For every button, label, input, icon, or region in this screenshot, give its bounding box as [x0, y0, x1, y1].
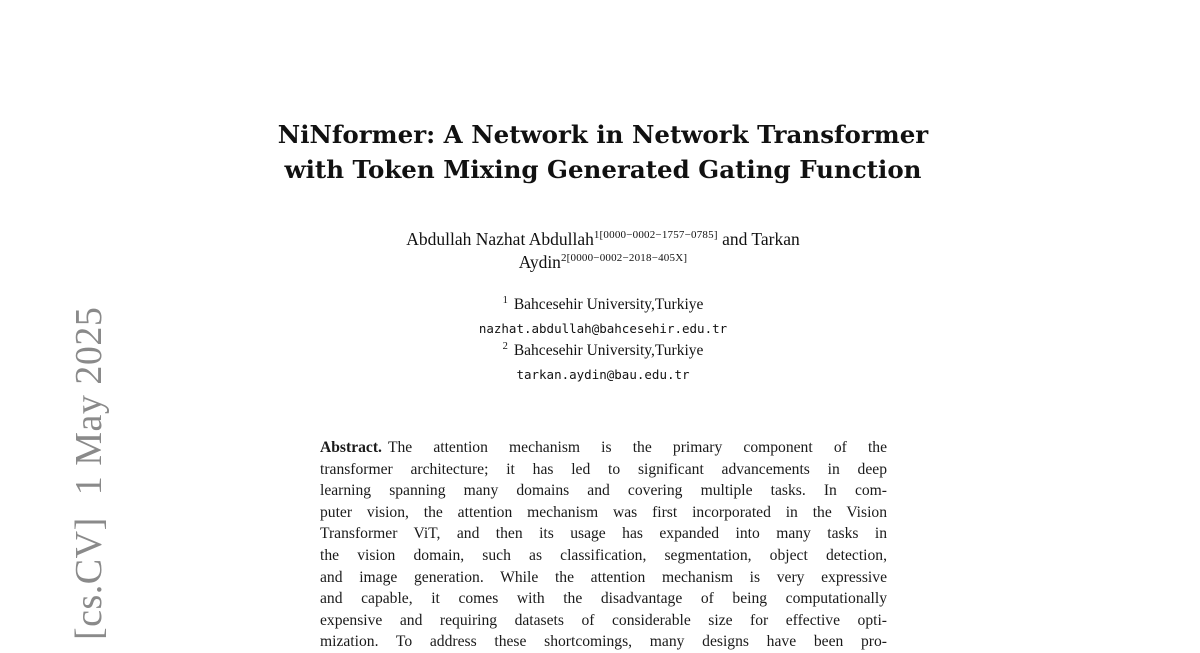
affiliations: [250, 294, 956, 386]
paper-title-line-2: with Token Mixing Generated Gating Function: [284, 155, 922, 184]
author-conjunction: and Tarkan: [717, 229, 800, 249]
author-2-name: Aydin: [518, 252, 561, 272]
abstract: [320, 437, 887, 653]
abstract-line-7: and image generation. While the attention mechanism is very expressive: [320, 568, 887, 586]
author-list: [250, 229, 956, 275]
affiliation-1: [250, 294, 956, 318]
abstract-line-8: and capable, it comes with the disadvantage of being computationally: [320, 590, 887, 608]
author-line-2: [250, 252, 956, 275]
abstract-heading: Abstract.: [320, 439, 382, 456]
arxiv-category: [cs.CV]: [68, 517, 110, 640]
abstract-line-9: expensive and requiring datasets of considerable size for effective opti-: [320, 611, 887, 629]
author-2-orcid: 2[0000−0002−2018−405X]: [560, 252, 688, 264]
paper-title-line-1: NiNformer: A Network in Network Transformer: [277, 120, 929, 149]
abstract-line: [320, 437, 887, 459]
abstract-line-2: transformer architecture; it has led to significant advancements in deep: [320, 460, 887, 478]
arxiv-side-stamp: [28, 0, 110, 648]
abstract-line-1: The attention mechanism is the primary component of the: [387, 439, 887, 456]
abstract-line-4: puter vision, the attention mechanism was first incorporated in the Vision: [320, 503, 887, 521]
affiliation-1-name: Bahcesehir University,Turkiye: [513, 296, 704, 313]
affiliation-2: [250, 340, 956, 364]
author-line-1: [250, 229, 956, 252]
affiliation-2-number: 2: [502, 341, 508, 352]
abstract-line-10: mization. To address these shortcomings, many designs have been pro-: [320, 633, 887, 651]
author-1-name: Abdullah Nazhat Abdullah: [406, 229, 594, 249]
abstract-line-6: the vision domain, such as classification, segmentation, object detection,: [320, 546, 887, 564]
affiliation-1-email[interactable]: nazhat.abdullah@bahcesehir.edu.tr: [478, 321, 728, 336]
affiliation-2-name: Bahcesehir University,Turkiye: [513, 342, 704, 359]
arxiv-date: 1 May 2025: [68, 306, 110, 496]
author-1-orcid: 1[0000−0002−1757−0785]: [593, 229, 718, 241]
affiliation-1-number: 1: [502, 295, 508, 306]
abstract-line-5: Transformer ViT, and then its usage has expanded into many tasks in: [320, 525, 887, 543]
affiliation-2-email[interactable]: tarkan.aydin@bau.edu.tr: [516, 367, 690, 382]
arxiv-stamp-text: [70, 307, 108, 640]
abstract-line-3: learning spanning many domains and covering multiple tasks. In com-: [320, 482, 887, 500]
paper-title: [200, 117, 1006, 187]
